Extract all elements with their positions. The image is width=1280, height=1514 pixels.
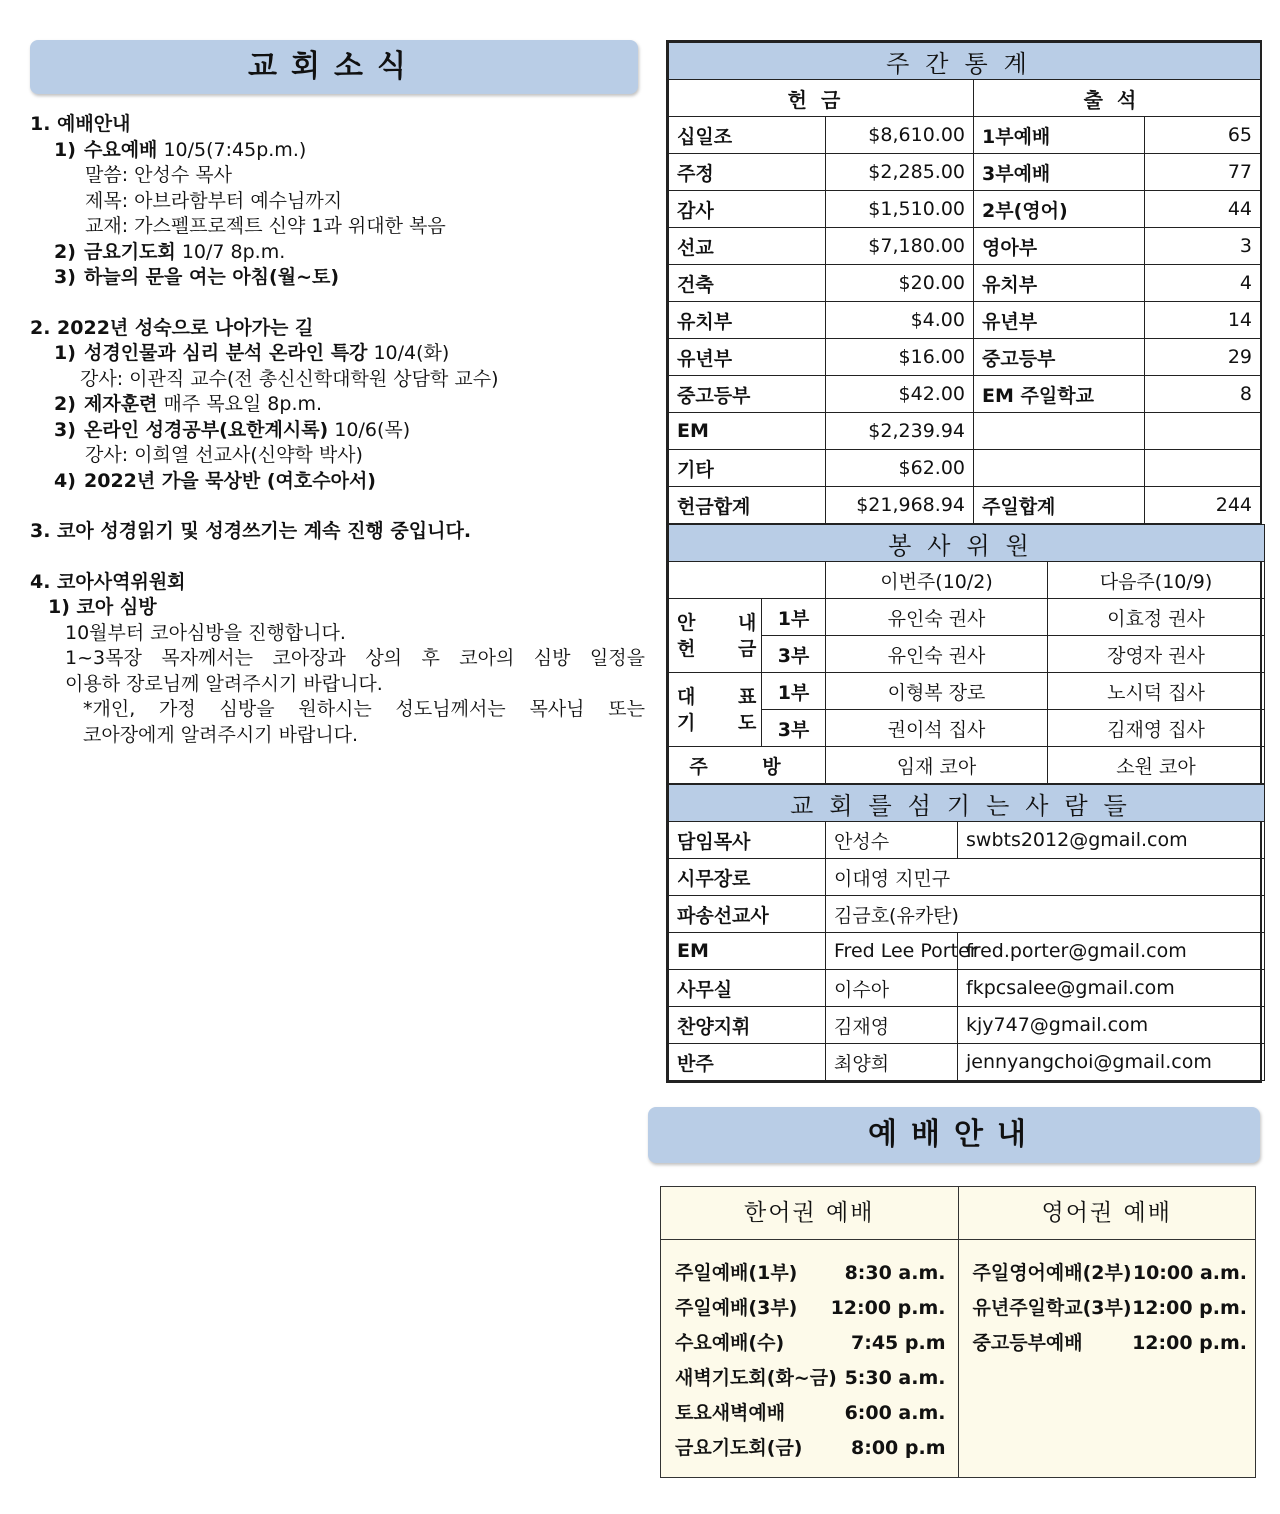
attendance-value bbox=[1145, 413, 1261, 450]
offering-label: 유년부 bbox=[669, 339, 826, 376]
attendance-label: 1부예배 bbox=[974, 117, 1145, 154]
staff-email: fred.porter@gmail.com bbox=[958, 933, 1265, 970]
worship-time: 7:45 p.m bbox=[851, 1332, 946, 1354]
volunteers-table bbox=[668, 524, 1265, 784]
stats-row bbox=[669, 302, 1261, 339]
worship-item bbox=[675, 1396, 946, 1431]
offering-value: $2,239.94 bbox=[826, 413, 974, 450]
worship-title: 예배안내 bbox=[648, 1107, 1260, 1163]
worship-time: 10:00 a.m. bbox=[1132, 1262, 1247, 1284]
news-section-3-title: 3. 코아 성경읽기 및 성경쓰기는 계속 진행 중입니다. bbox=[30, 520, 472, 542]
attendance-label: 3부예배 bbox=[974, 154, 1145, 191]
staff-email: jennyangchoi@gmail.com bbox=[958, 1044, 1265, 1081]
group-label-line: 기 도 bbox=[677, 711, 775, 734]
item-number: 2) bbox=[54, 393, 76, 415]
news-item bbox=[30, 418, 645, 444]
bulletin-tables bbox=[666, 40, 1262, 1083]
staff-role: 반주 bbox=[669, 1044, 826, 1081]
item-line: 강사: 이희열 선교사(신약학 박사) bbox=[85, 444, 363, 466]
news-item bbox=[30, 138, 645, 164]
item-number: 1) bbox=[54, 342, 76, 364]
volunteer-name: 김재영 집사 bbox=[1048, 710, 1265, 747]
item-number: 4) bbox=[54, 469, 76, 492]
stats-row bbox=[669, 154, 1261, 191]
worship-time: 6:00 a.m. bbox=[844, 1402, 946, 1424]
stats-row bbox=[669, 191, 1261, 228]
news-item bbox=[30, 469, 645, 495]
offering-label: 헌금합계 bbox=[669, 487, 826, 524]
stats-row bbox=[669, 339, 1261, 376]
attendance-value: 14 bbox=[1145, 302, 1261, 339]
staff-name: 김재영 bbox=[826, 1007, 958, 1044]
item-detail: 매주 목요일 8p.m. bbox=[157, 393, 323, 415]
item-line: 말씀: 안성수 목사 bbox=[85, 164, 232, 186]
worship-schedule bbox=[660, 1186, 1256, 1478]
offering-label: 중고등부 bbox=[669, 376, 826, 413]
worship-item bbox=[675, 1326, 946, 1361]
staff-name: Fred Lee Porter bbox=[826, 933, 958, 970]
attendance-label: 2부(영어) bbox=[974, 191, 1145, 228]
worship-name: 주일영어예배(2부) bbox=[972, 1262, 1132, 1284]
offering-label: EM bbox=[669, 413, 826, 450]
item-line: 강사: 이관직 교수(전 총신신학대학원 상담학 교수) bbox=[80, 367, 499, 390]
item-line: 10월부터 코아심방을 진행합니다. bbox=[65, 621, 346, 644]
staff-name: 이대영 지민구 bbox=[826, 859, 1265, 896]
item-number: 2) bbox=[54, 240, 76, 263]
staff-email: kjy747@gmail.com bbox=[958, 1007, 1265, 1044]
this-week-header: 이번주(10/2) bbox=[826, 562, 1048, 599]
offering-value: $42.00 bbox=[826, 376, 974, 413]
staff-title: 교회를섬기는사람들 bbox=[669, 785, 1265, 822]
item-number: 3) bbox=[54, 418, 76, 441]
offering-header: 헌금 bbox=[669, 80, 974, 117]
worship-time: 5:30 a.m. bbox=[844, 1367, 946, 1389]
item-title: 2022년 가을 묵상반 (여호수아서) bbox=[84, 469, 376, 492]
attendance-value: 29 bbox=[1145, 339, 1261, 376]
attendance-label: 유치부 bbox=[974, 265, 1145, 302]
item-detail: 10/4(화) bbox=[367, 342, 450, 364]
news-item bbox=[30, 265, 645, 291]
volunteers-title: 봉사위원 bbox=[669, 525, 1265, 562]
item-title: 수요예배 bbox=[84, 138, 158, 161]
staff-row bbox=[669, 859, 1265, 896]
volunteer-name: 장영자 권사 bbox=[1048, 636, 1265, 673]
volunteer-name: 노시덕 집사 bbox=[1048, 673, 1265, 710]
attendance-value: 44 bbox=[1145, 191, 1261, 228]
stats-row bbox=[669, 376, 1261, 413]
attendance-label bbox=[974, 413, 1145, 450]
service-label: 1부 bbox=[762, 599, 826, 636]
item-title: 온라인 성경공부(요한계시록) bbox=[84, 418, 329, 441]
worship-item bbox=[675, 1361, 946, 1396]
staff-row bbox=[669, 896, 1265, 933]
worship-item bbox=[675, 1291, 946, 1326]
news-list bbox=[30, 112, 645, 748]
attendance-label: 유년부 bbox=[974, 302, 1145, 339]
staff-role: 담임목사 bbox=[669, 822, 826, 859]
attendance-label: EM 주일학교 bbox=[974, 376, 1145, 413]
news-section-1-title: 1. 예배안내 bbox=[30, 113, 131, 135]
item-line: 교재: 가스펠프로젝트 신약 1과 위대한 복음 bbox=[85, 215, 446, 237]
staff-email: swbts2012@gmail.com bbox=[958, 822, 1265, 859]
item-title: 금요기도회 bbox=[84, 240, 176, 263]
staff-row bbox=[669, 1044, 1265, 1081]
item-number: 1) bbox=[54, 138, 76, 161]
staff-role: 사무실 bbox=[669, 970, 826, 1007]
worship-name: 주일예배(3부) bbox=[675, 1297, 798, 1319]
attendance-value: 65 bbox=[1145, 117, 1261, 154]
offering-label: 선교 bbox=[669, 228, 826, 265]
staff-table bbox=[668, 784, 1265, 1081]
stats-row bbox=[669, 117, 1261, 154]
staff-email: fkpcsalee@gmail.com bbox=[958, 970, 1265, 1007]
worship-item bbox=[973, 1326, 1248, 1361]
service-label: 3부 bbox=[762, 710, 826, 747]
attendance-value: 4 bbox=[1145, 265, 1261, 302]
volunteer-name: 소원 코아 bbox=[1048, 747, 1265, 784]
staff-row bbox=[669, 822, 1265, 859]
news-item-title: 1) 코아 심방 bbox=[48, 596, 157, 618]
volunteer-name: 임재 코아 bbox=[826, 747, 1048, 784]
attendance-value: 8 bbox=[1145, 376, 1261, 413]
attendance-value: 3 bbox=[1145, 228, 1261, 265]
offering-label: 건축 bbox=[669, 265, 826, 302]
news-item bbox=[30, 240, 645, 266]
stats-row bbox=[669, 413, 1261, 450]
news-item bbox=[30, 392, 645, 418]
worship-time: 12:00 p.m. bbox=[1132, 1332, 1247, 1354]
staff-row bbox=[669, 933, 1265, 970]
group-label-line: 안 내 bbox=[677, 611, 775, 634]
worship-time: 8:00 p.m bbox=[851, 1437, 946, 1459]
staff-role: 파송선교사 bbox=[669, 896, 826, 933]
worship-name: 토요새벽예배 bbox=[675, 1402, 786, 1424]
staff-name: 최양희 bbox=[826, 1044, 958, 1081]
staff-name: 안성수 bbox=[826, 822, 958, 859]
staff-row bbox=[669, 1007, 1265, 1044]
attendance-value bbox=[1145, 450, 1261, 487]
offering-value: $62.00 bbox=[826, 450, 974, 487]
service-label: 1부 bbox=[762, 673, 826, 710]
attendance-label: 중고등부 bbox=[974, 339, 1145, 376]
weekly-stats-table bbox=[668, 42, 1261, 524]
offering-value: $8,610.00 bbox=[826, 117, 974, 154]
worship-name: 중고등부예배 bbox=[972, 1332, 1083, 1354]
item-title: 하늘의 문을 여는 아침(월~토) bbox=[84, 266, 340, 288]
kitchen-label: 주 방 bbox=[669, 747, 826, 784]
offering-value: $4.00 bbox=[826, 302, 974, 339]
volunteer-name: 이효정 권사 bbox=[1048, 599, 1265, 636]
item-title: 성경인물과 심리 분석 온라인 특강 bbox=[84, 342, 368, 364]
offering-value: $16.00 bbox=[826, 339, 974, 376]
item-line: *개인, 가정 심방을 원하시는 성도님께서는 목사님 또는 bbox=[83, 698, 645, 720]
offering-value: $20.00 bbox=[826, 265, 974, 302]
staff-row bbox=[669, 970, 1265, 1007]
volunteer-name: 유인숙 권사 bbox=[826, 599, 1048, 636]
korean-worship-header: 한어권 예배 bbox=[661, 1187, 958, 1240]
news-title: 교회소식 bbox=[30, 40, 638, 94]
attendance-label: 주일합계 bbox=[974, 487, 1145, 524]
english-worship-header: 영어권 예배 bbox=[959, 1187, 1256, 1240]
service-label: 3부 bbox=[762, 636, 826, 673]
group-usher-offering bbox=[669, 599, 775, 673]
attendance-value: 77 bbox=[1145, 154, 1261, 191]
volunteers-corner bbox=[669, 562, 826, 599]
news-section-4-title: 4. 코아사역위원회 bbox=[30, 570, 186, 593]
stats-row bbox=[669, 228, 1261, 265]
korean-worship-column bbox=[661, 1187, 958, 1477]
worship-item bbox=[675, 1431, 946, 1466]
worship-name: 새벽기도회(화~금) bbox=[675, 1367, 837, 1389]
item-detail: 10/5(7:45p.m.) bbox=[157, 138, 307, 161]
worship-item bbox=[675, 1256, 946, 1291]
offering-value: $2,285.00 bbox=[826, 154, 974, 191]
group-representative-prayer bbox=[669, 673, 775, 747]
offering-label: 십일조 bbox=[669, 117, 826, 154]
english-worship-column bbox=[958, 1187, 1256, 1477]
attendance-header: 출석 bbox=[974, 80, 1261, 117]
offering-value: $7,180.00 bbox=[826, 228, 974, 265]
staff-role: EM bbox=[669, 933, 826, 970]
offering-label: 유치부 bbox=[669, 302, 826, 339]
offering-value: $1,510.00 bbox=[826, 191, 974, 228]
staff-role: 시무장로 bbox=[669, 859, 826, 896]
attendance-label bbox=[974, 450, 1145, 487]
item-detail: 10/6(목) bbox=[328, 418, 411, 441]
item-title: 제자훈련 bbox=[84, 393, 158, 415]
stats-row bbox=[669, 265, 1261, 302]
stats-row bbox=[669, 450, 1261, 487]
worship-item bbox=[973, 1256, 1248, 1291]
staff-name: 이수아 bbox=[826, 970, 958, 1007]
attendance-label: 영아부 bbox=[974, 228, 1145, 265]
item-line: 코아장에게 알려주시기 바랍니다. bbox=[83, 723, 359, 746]
item-detail: 10/7 8p.m. bbox=[175, 240, 286, 263]
worship-name: 금요기도회(금) bbox=[675, 1437, 803, 1459]
offering-label: 감사 bbox=[669, 191, 826, 228]
item-line: 1~3목장 목자께서는 코아장과 상의 후 코아의 심방 일정을 bbox=[65, 647, 645, 669]
group-label-line: 대 표 bbox=[677, 685, 775, 708]
worship-time: 12:00 p.m. bbox=[830, 1297, 946, 1319]
group-label-line: 헌 금 bbox=[677, 637, 775, 660]
offering-value: $21,968.94 bbox=[826, 487, 974, 524]
item-line: 제목: 아브라함부터 예수님까지 bbox=[85, 189, 343, 212]
offering-label: 기타 bbox=[669, 450, 826, 487]
volunteer-name: 이형복 장로 bbox=[826, 673, 1048, 710]
next-week-header: 다음주(10/9) bbox=[1048, 562, 1265, 599]
worship-name: 주일예배(1부) bbox=[675, 1262, 798, 1284]
news-item bbox=[30, 341, 645, 367]
news-section-2-title: 2. 2022년 성숙으로 나아가는 길 bbox=[30, 316, 314, 339]
weekly-stats-title: 주간통계 bbox=[669, 43, 1261, 80]
offering-label: 주정 bbox=[669, 154, 826, 191]
worship-item bbox=[973, 1291, 1248, 1326]
worship-time: 12:00 p.m. bbox=[1132, 1297, 1247, 1319]
worship-name: 수요예배(수) bbox=[675, 1332, 785, 1354]
volunteer-name: 권이석 집사 bbox=[826, 710, 1048, 747]
item-number: 3) bbox=[54, 266, 76, 288]
stats-row bbox=[669, 487, 1261, 524]
staff-name: 김금호(유카탄) bbox=[826, 896, 1265, 933]
volunteer-name: 유인숙 권사 bbox=[826, 636, 1048, 673]
staff-role: 찬양지휘 bbox=[669, 1007, 826, 1044]
worship-time: 8:30 a.m. bbox=[844, 1262, 946, 1284]
worship-name: 유년주일학교(3부) bbox=[972, 1297, 1132, 1319]
attendance-value: 244 bbox=[1145, 487, 1261, 524]
item-line: 이용하 장로님께 알려주시기 바랍니다. bbox=[65, 672, 383, 695]
